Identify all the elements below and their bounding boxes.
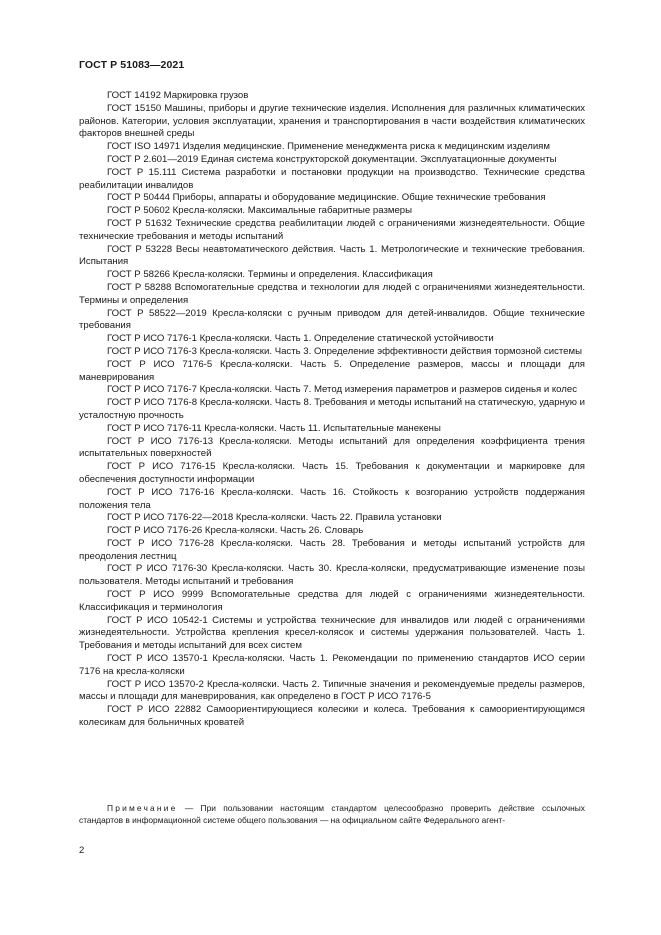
- reference-item: ГОСТ Р 58522—2019 Кресла-коляски с ручным приводом для детей-инвалидов. Общие технические требования: [79, 307, 585, 332]
- reference-item: ГОСТ Р ИСО 7176-15 Кресла-коляски. Часть 15. Требования к документации и маркировке для обеспечения доступности информации: [79, 461, 585, 485]
- reference-item: ГОСТ Р ИСО 7176-22—2018 Кресла-коляски. Часть 22. Правила установки: [107, 512, 442, 524]
- reference-item: ГОСТ 15150 Машины, приборы и другие технические изделия. Исполнения для различных климатических районов. Категории, условия эксплуатации, хранения и транспортирования в части воздействия климатических факторов внешней среды: [79, 102, 585, 140]
- reference-item: ГОСТ Р 50444 Приборы, аппараты и оборудование медицинские. Общие технические требования: [107, 192, 546, 204]
- normative-references-list: [79, 90, 585, 730]
- note-label: Примечание: [107, 803, 178, 813]
- reference-item: ГОСТ Р ИСО 7176-7 Кресла-коляски. Часть 7. Метод измерения параметров и размеров сиденья и колес: [107, 384, 578, 396]
- reference-item: ГОСТ Р 58266 Кресла-коляски. Термины и определения. Классификация: [107, 269, 433, 281]
- reference-item: ГОСТ Р 51632 Технические средства реабилитации людей с ограничениями жизнедеятельности. Общие технические требования и методы испытаний: [79, 217, 585, 242]
- reference-item: ГОСТ 14192 Маркировка грузов: [107, 90, 249, 101]
- reference-item: ГОСТ Р ИСО 7176-11 Кресла-коляски. Часть 11. Испытательные манекены: [107, 422, 441, 434]
- document-header: ГОСТ Р 51083—2021: [79, 59, 185, 71]
- reference-item: ГОСТ Р 15.111 Система разработки и постановки продукции на производство. Технические средства реабилитации инвалидов: [79, 166, 585, 191]
- reference-item: ГОСТ Р ИСО 7176-5 Кресла-коляски. Часть 5. Определение размеров, массы и площади для маневрирования: [79, 358, 585, 383]
- page-number: 2: [79, 845, 85, 856]
- reference-item: ГОСТ Р ИСО 13570-1 Кресла-коляски. Часть 1. Рекомендации по применению стандартов ИСО серии 7176 на кресла-коляски: [79, 653, 585, 677]
- reference-item: ГОСТ Р ИСО 7176-16 Кресла-коляски. Часть 16. Стойкость к возгоранию устройств поддержания положения тела: [79, 486, 585, 511]
- reference-item: ГОСТ Р ИСО 13570-2 Кресла-коляски. Часть 2. Типичные значения и рекомендуемые пределы размеров, массы и площади для маневрирования, как определено в ГОСТ Р ИСО 7176-5: [79, 678, 585, 703]
- reference-item: ГОСТ Р ИСО 7176-8 Кресла-коляски. Часть 8. Требования и методы испытаний на статическую, ударную и усталостную прочность: [79, 397, 585, 421]
- reference-item: ГОСТ Р 50602 Кресла-коляски. Максимальные габаритные размеры: [107, 205, 413, 217]
- reference-item: ГОСТ Р ИСО 9999 Вспомогательные средства для людей с ограничениями жизнедеятельности. Классификация и терминология: [79, 589, 585, 613]
- reference-item: ГОСТ Р ИСО 10542-1 Системы и устройства технические для инвалидов или людей с ограничениями жизнедеятельности. Устройства крепления кресел-колясок и системы удержания пользователей. Часть 1. Требования и методы испытаний для всех систем: [79, 614, 585, 652]
- reference-item: ГОСТ Р ИСО 7176-13 Кресла-коляски. Методы испытаний для определения коэффициента трения испытательных поверхностей: [79, 435, 585, 460]
- note-paragraph: [79, 803, 585, 827]
- reference-item: ГОСТ Р 58288 Вспомогательные средства и технологии для людей с ограничениями жизнедеятельности. Термины и определения: [79, 281, 585, 306]
- reference-item: ГОСТ Р ИСО 7176-3 Кресла-коляски. Часть 3. Определение эффективности действия тормозной системы: [107, 345, 582, 357]
- reference-item: ГОСТ Р ИСО 7176-1 Кресла-коляски. Часть 1. Определение статической устойчивости: [107, 333, 494, 345]
- reference-item: ГОСТ ISO 14971 Изделия медицинские. Применение менеджмента риска к медицинским изделиям: [107, 141, 550, 153]
- reference-item: ГОСТ Р 53228 Весы неавтоматического действия. Часть 1. Метрологические и технические требования. Испытания: [79, 243, 585, 268]
- reference-item: ГОСТ Р 2.601—2019 Единая система конструкторской документации. Эксплуатационные документы: [107, 153, 557, 165]
- reference-item: ГОСТ Р ИСО 7176-28 Кресла-коляски. Часть 28. Требования и методы испытаний устройств для преодоления лестниц: [79, 537, 585, 562]
- reference-item: ГОСТ Р ИСО 7176-30 Кресла-коляски. Часть 30. Кресла-коляски, предусматривающие изменение позы пользователя. Методы испытаний и требования: [79, 563, 585, 588]
- reference-item: ГОСТ Р ИСО 7176-26 Кресла-коляски. Часть 26. Словарь: [107, 525, 364, 537]
- note-text: — При пользовании настоящим стандартом целесообразно проверить действие ссылочных стандартов в информационной системе общего пользования — на официальном сайте Федерального агент-: [79, 803, 585, 825]
- reference-item: ГОСТ Р ИСО 22882 Самоориентирующиеся колесики и колеса. Требования к самоориентирующимся колесикам для больничных кроватей: [79, 704, 585, 729]
